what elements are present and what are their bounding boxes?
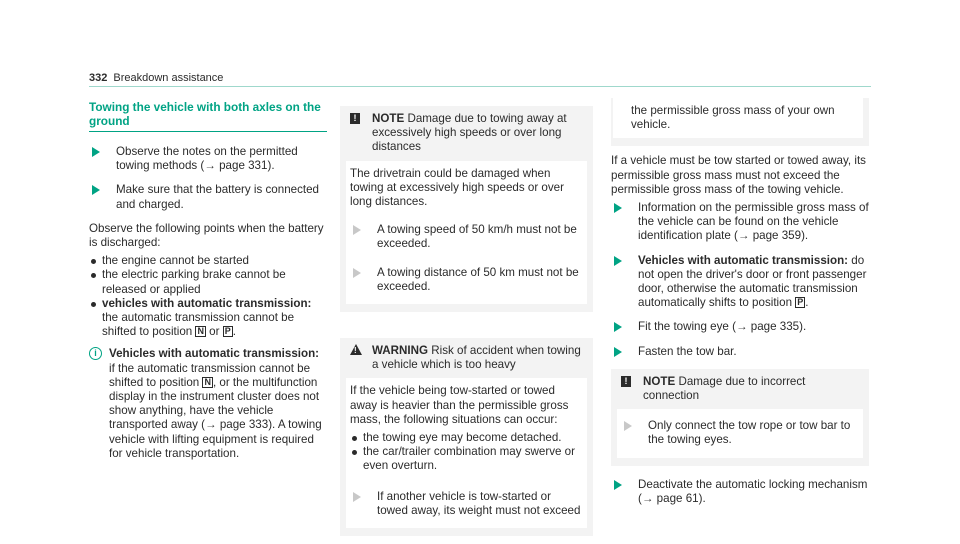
step-arrow-icon [614, 480, 622, 490]
step-arrow-icon [614, 347, 622, 357]
bullet-icon [352, 436, 357, 441]
step-arrow-icon [614, 203, 622, 213]
note-heading [350, 112, 583, 155]
note-heading [621, 375, 859, 403]
step [621, 419, 859, 447]
list-item [89, 297, 327, 340]
paragraph: If a vehicle must be tow started or towed away, its permissible gross mass must not exceed the permissible gross mass of the towing vehicle. [611, 154, 866, 196]
step-arrow-icon [92, 147, 100, 157]
list-item-text: the towing eye may become detached. [363, 431, 562, 445]
info-bold: Vehicles with automatic transmission: [109, 347, 320, 361]
warning-continued-text: the permissible gross mass of your own vehicle. [613, 98, 863, 138]
step-arrow-icon [92, 185, 100, 195]
gear-n-key-icon: N [197, 326, 204, 337]
gear-p-key-icon: P [224, 326, 231, 337]
note-box [340, 106, 593, 312]
note-content [346, 161, 587, 304]
section-title: Breakdown assistance [113, 72, 224, 84]
info-text: if the automatic transmission cannot be shifted to position [109, 361, 311, 389]
paragraph: Observe the following points when the battery is discharged: [89, 221, 324, 250]
step-text: Only connect the tow rope or tow bar to the towing eyes. [648, 419, 851, 447]
info-note [89, 347, 327, 461]
step-text: Make sure that the battery is connected and charged. [116, 183, 320, 211]
step-text: do not open the driver's door or front passenger door, otherwise the automatic transmission automatically shifts to position [638, 253, 867, 310]
list-item [89, 268, 327, 296]
gear-p-key-icon: P [797, 297, 804, 308]
warning-heading [350, 344, 583, 372]
step [611, 201, 869, 244]
list-item-text: or [205, 325, 223, 339]
step-text: Information on the permissible gross mass of the vehicle can be found on the vehicle identification plate (→ page 359). [638, 201, 869, 243]
step-arrow-icon [614, 322, 622, 332]
section-heading: Towing the vehicle with both axles on the ground [89, 100, 327, 132]
page-number: 332 [89, 72, 108, 84]
note-body: The drivetrain could be damaged when towing at excessively high speeds or over long distances. [350, 166, 564, 209]
list-item [350, 431, 583, 445]
column-3 [611, 98, 869, 516]
step-arrow-icon [614, 256, 622, 266]
note-title: Damage due to incorrect connection [643, 374, 806, 403]
step-arrow-icon [353, 492, 361, 502]
header-rule [89, 86, 871, 87]
list-item-text: the automatic transmission cannot be shifted to position [102, 311, 295, 339]
list-item-text: the engine cannot be started [102, 254, 249, 268]
list-item-text: . [232, 325, 236, 339]
info-text: , or the multifunction display in the instrument cluster does not show anything, have the vehicle transported away (→ page 333). A towing vehicle with lifting equipment is required for vehicle transportation. [109, 375, 322, 460]
bullet-list [350, 431, 583, 474]
step-text: Deactivate the automatic locking mechanism (→ page 61). [638, 477, 868, 505]
info-icon: i [89, 347, 102, 360]
warning-box-continued [611, 98, 869, 146]
note-title: Damage due to towing away at excessively high speeds or over long distances [372, 112, 567, 154]
warning-label: WARNING [372, 344, 429, 358]
notice-icon: ! [621, 376, 631, 387]
step-text: . [805, 296, 809, 310]
warning-box [340, 338, 593, 536]
step-bold: Vehicles with automatic transmission: [638, 253, 849, 267]
note-label: NOTE [372, 112, 405, 125]
warning-title: Risk of accident when towing a vehicle which is too heavy [372, 344, 581, 372]
list-item [89, 254, 327, 268]
notice-icon: ! [350, 113, 360, 124]
step [89, 145, 327, 173]
note-content [617, 409, 863, 457]
step-text: A towing speed of 50 km/h must not be exceeded. [377, 223, 577, 251]
column-1 [89, 100, 327, 461]
step [611, 320, 869, 334]
warning-body: If the vehicle being tow-started or towed away is heavier than the permissible gross mass, the following situations can occur: [350, 384, 569, 426]
step [611, 478, 869, 506]
step-arrow-icon [353, 225, 361, 235]
bullet-icon [91, 259, 96, 264]
step-arrow-icon [624, 421, 632, 431]
note-box [611, 369, 869, 466]
gear-n-key-icon: N [204, 376, 211, 387]
step-text: If another vehicle is tow-started or towed away, its weight must not exceed [377, 489, 581, 517]
page-header [89, 71, 223, 85]
warning-icon: ! [350, 344, 362, 355]
step-arrow-icon [353, 268, 361, 278]
bullet-icon [91, 302, 96, 307]
list-item-text: the car/trailer combination may swerve or even overturn. [363, 445, 575, 473]
step [611, 345, 869, 359]
step [350, 223, 583, 251]
bullet-icon [91, 273, 96, 278]
warning-content [346, 378, 587, 528]
step [350, 490, 583, 518]
bullet-icon [352, 450, 357, 455]
step-text: A towing distance of 50 km must not be exceeded. [377, 265, 579, 293]
list-item-bold: vehicles with automatic transmission: [102, 296, 312, 310]
step [350, 266, 583, 294]
step-text: Observe the notes on the permitted towing methods (→ page 331). [116, 145, 298, 173]
list-item [350, 445, 583, 473]
step-text: Fasten the tow bar. [638, 344, 737, 358]
step [611, 254, 869, 311]
bullet-list [89, 254, 327, 339]
column-2 [340, 100, 593, 544]
note-label: NOTE [643, 374, 676, 388]
list-item-text: the electric parking brake cannot be released or applied [102, 268, 286, 296]
step-text: Fit the towing eye (→ page 335). [638, 320, 807, 334]
step [89, 183, 327, 211]
